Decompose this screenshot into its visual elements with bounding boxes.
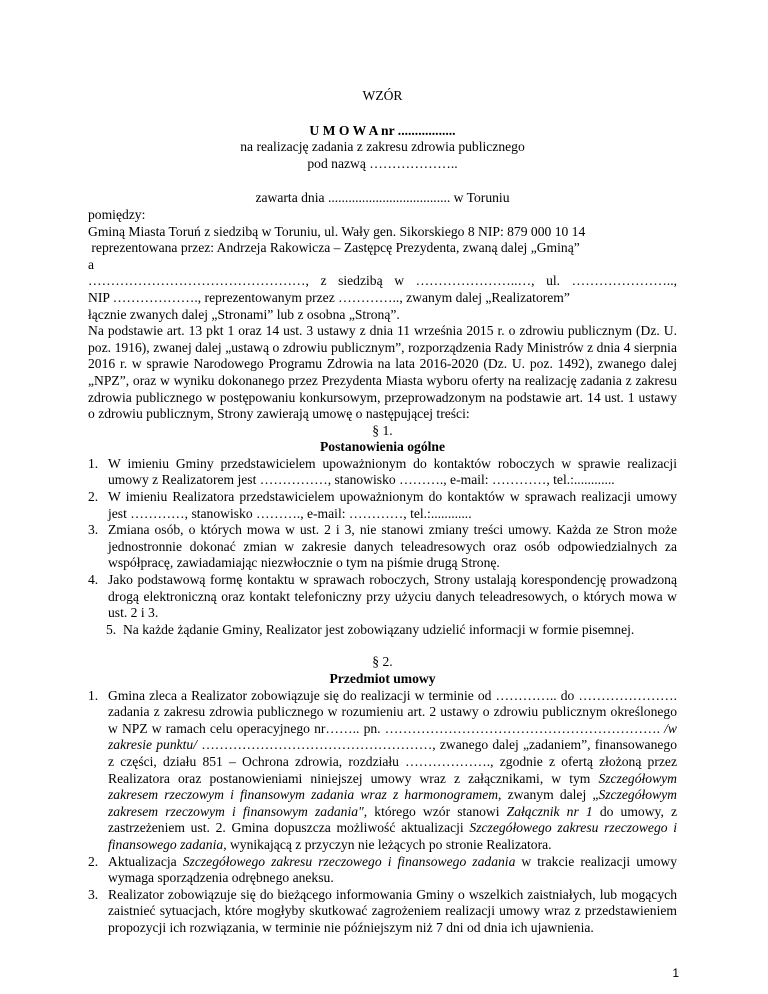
list-item: 1. W imieniu Gminy przedstawicielem upoważnionym do kontaktów roboczych w sprawie realizacji umowy z Realizatorem jest ……………, stanowisko ………., e-mail: …………, tel.:............ <box>88 455 677 488</box>
contract-title: U M O W A nr ................. <box>309 122 456 138</box>
party-gmina-representation: reprezentowana przez: Andrzeja Rakowicza – Zastępcę Prezydenta, zwaną dalej „Gminą” <box>88 240 580 256</box>
party-conjunction: a <box>88 256 95 272</box>
party-realizator-line1: …………………………………………, z siedzibą w …………………..…, ul. ………………….., <box>88 273 677 289</box>
parties-label: pomiędzy: <box>88 206 146 222</box>
list-item: 3. Zmiana osób, o których mowa w ust. 2 i 3, nie stanowi zmiany treści umowy. Każda ze Stron może jednostronnie dokonać zmian w zakresie danych teleadresowych oraz osób odpowiedzialnych za współpracę, zawiadamiając niezwłocznie o tym na piśmie drugą Stronę. <box>88 522 677 571</box>
legal-basis-paragraph: Na podstawie art. 13 pkt 1 oraz 14 ust. 3 ustawy z dnia 11 września 2015 r. o zdrowiu publicznym (Dz. U. poz. 1916), zwanej dalej „ustawą o zdrowiu publicznym”, rozporządzenia Rady Ministrów z dnia 4 sierpnia 2016 r. w sprawie Narodowego Programu Zdrowia na lata 2016-2020 (Dz. U. poz. 1492), zwanego dalej „NPZ”, oraz w wyniku dokonanego przez Prezydenta Miasta wyboru oferty na realizację zadania z zakresu zdrowia publicznego w postępowaniu konkursowym, przeprowadzonym na podstawie art. 14 ust. 1 ustawy o zdrowiu publicznym, Strony zawierają umowę o następującej treści: <box>88 323 677 422</box>
section-1-sign: § 1. <box>372 422 393 438</box>
parties-collective: łącznie zwanych dalej „Stronami” lub z osobna „Stroną”. <box>88 306 400 322</box>
page-number: 1 <box>672 966 679 981</box>
contract-subtitle: na realizację zadania z zakresu zdrowia publicznego <box>240 139 525 155</box>
section-1-item-5: 5. Na każde żądanie Gminy, Realizator jest zobowiązany udzielić informacji w formie pisemnej. <box>106 621 635 637</box>
document-label-wzor: WZÓR <box>362 88 403 103</box>
section-2-list <box>88 688 677 937</box>
list-item: 1. Gmina zleca a Realizator zobowiązuje się do realizacji w terminie od ………….. do …………………. zadania z zakresu zdrowia publicznego w rozumieniu art. 2 ustawy o zdrowiu publicznym określonego w NPZ w ramach celu operacyjnego nr…….. pn. ……………………………………………………. /w zakresie punktu/ ……………………………………………, zwanego dalej „zadaniem”, finansowanego z części, działu 851 – Ochrona zdrowia, rozdziału ………………., zgodnie z ofertą złożoną przez Realizatora oraz postanowieniami niniejszej umowy wraz z załącznikami, w tym Szczegółowym zakresem rzeczowym i finansowym zadania wraz z harmonogramem, zwanym dalej „Szczegółowym zakresem rzeczowym i finansowym zadania", którego wzór stanowi Załącznik nr 1 do umowy, z zastrzeżeniem ust. 2. Gmina dopuszcza możliwość aktualizacji Szczegółowego zakresu rzeczowego i finansowego zadania, wynikającą z przyczyn nie leżących po stronie Realizatora. <box>88 687 678 852</box>
contract-task-name: pod nazwą ……………….. <box>307 155 458 171</box>
section-1-title: Postanowienia ogólne <box>320 439 445 455</box>
section-2-title: Przedmiot umowy <box>329 671 436 686</box>
contract-date-place: zawarta dnia .................................... w Toruniu <box>255 190 510 206</box>
section-1-list <box>88 456 677 622</box>
section-2-sign: § 2. <box>372 654 393 670</box>
party-gmina: Gminą Miasta Toruń z siedzibą w Toruniu, ul. Wały gen. Sikorskiego 8 NIP: 879 000 10 14 <box>88 223 586 239</box>
list-item: 3. Realizator zobowiązuje się do bieżącego informowania Gminy o wszelkich zaistniałych, lub mogących zaistnieć sytuacjach, które mogłyby skutkować zagrożeniem realizacji umowy wraz z przedstawieniem propozycji ich rozwiązania, w terminie nie późniejszym niż 7 dni od dnia ich ujawnienia. <box>88 886 677 935</box>
list-item: 2. Aktualizacja Szczegółowego zakresu rzeczowego i finansowego zadania w trakcie realizacji umowy wymaga sporządzenia odrębnego aneksu. <box>88 853 677 886</box>
party-realizator-line2: NIP ………………., reprezentowanym przez ………….., zwanym dalej „Realizatorem” <box>88 289 570 305</box>
list-item: 4. Jako podstawową formę kontaktu w sprawach roboczych, Strony ustalają korespondencję prowadzoną drogą elektroniczną oraz kontakt telefoniczny przy użyciu danych teleadresowych, o których mowa w ust. 2 i 3. <box>88 572 677 621</box>
list-item: 2. W imieniu Realizatora przedstawicielem upoważnionym do kontaktów w sprawach realizacji umowy jest …………, stanowisko ………., e-mail: …………, tel.:............ <box>88 489 677 521</box>
